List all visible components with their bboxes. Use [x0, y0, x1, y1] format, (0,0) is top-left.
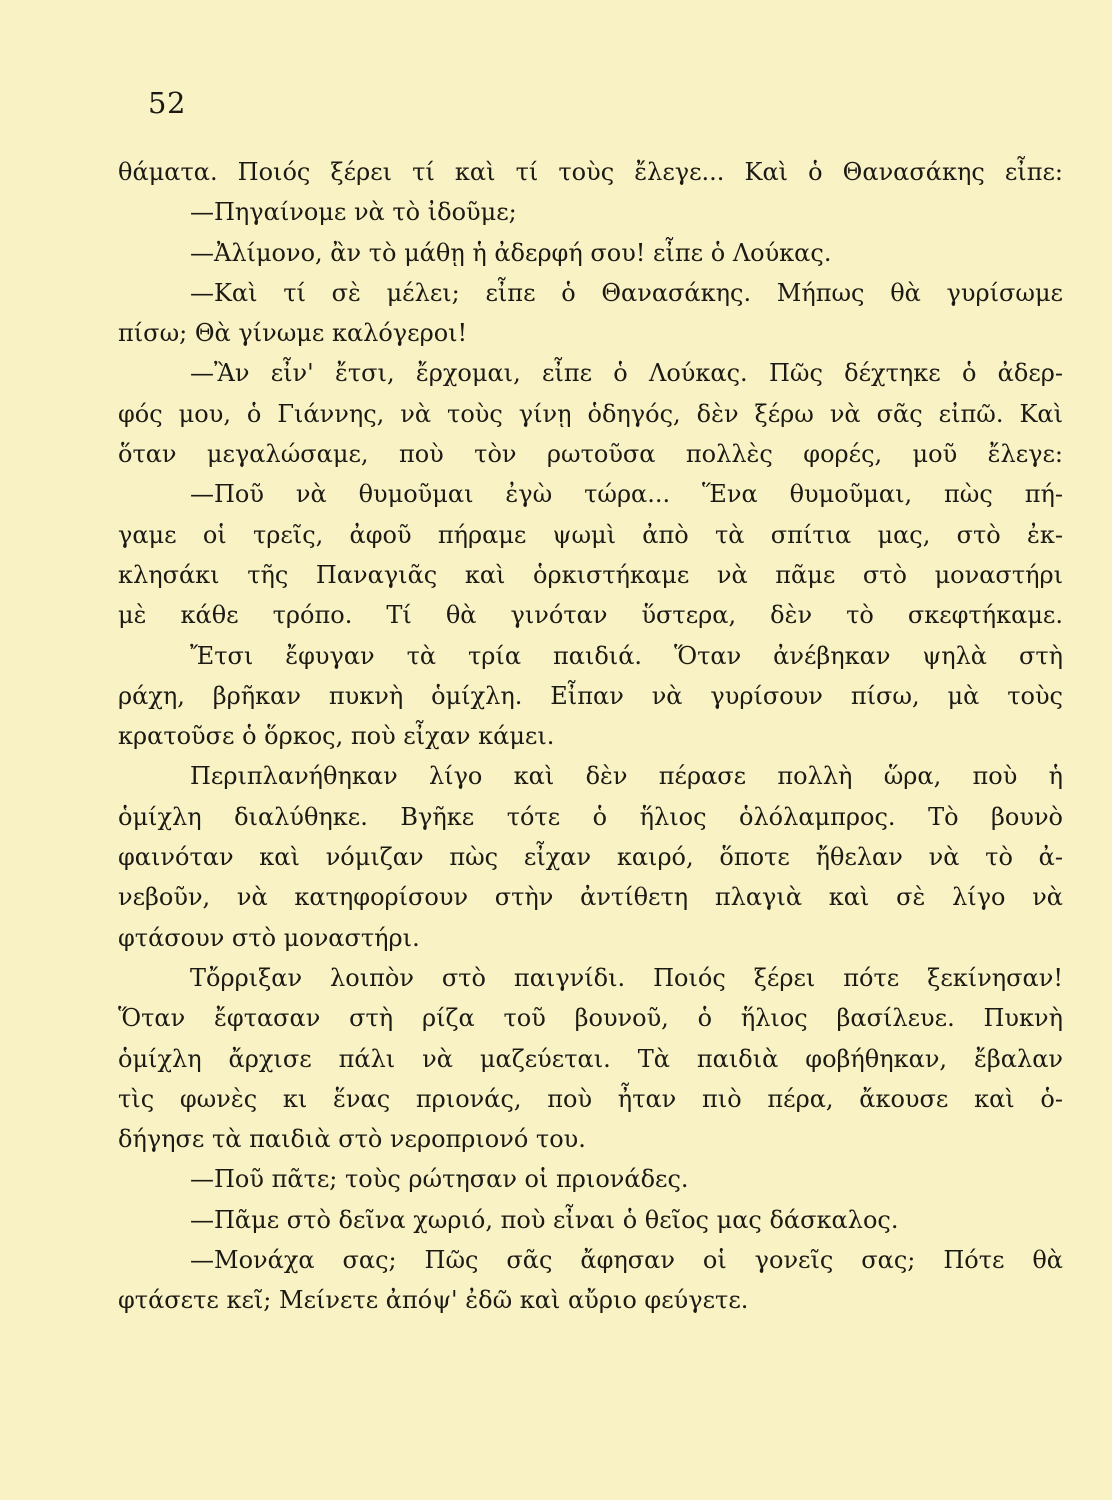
text-line: τὶς φωνὲς κι ἕνας πριονάς, ποὺ ἦταν πιὸ πέρα, ἄκουσε καὶ ὁ-	[118, 1084, 1063, 1113]
text-line: —Ποῦ νὰ θυμοῦμαι ἐγὼ τώρα... Ἕνα θυμοῦμαι, πὼς πή-	[190, 480, 1063, 509]
text-line: φαινόταν καὶ νόμιζαν πὼς εἶχαν καιρό, ὅποτε ἤθελαν νὰ τὸ ἀ-	[118, 843, 1063, 872]
body-text	[118, 152, 1063, 1321]
text-line: ὁμίχλη διαλύθηκε. Βγῆκε τότε ὁ ἥλιος ὁλόλαμπρος. Τὸ βουνὸ	[118, 802, 1063, 831]
text-line: νεβοῦν, νὰ κατηφορίσουν στὴν ἀντίθετη πλαγιὰ καὶ σὲ λίγο νὰ	[118, 883, 1063, 912]
text-line: —Μονάχα σας; Πῶς σᾶς ἄφησαν οἱ γονεῖς σας; Πότε θὰ	[190, 1246, 1063, 1275]
text-line: ὅταν μεγαλώσαμε, ποὺ τὸν ρωτοῦσα πολλὲς φορές, μοῦ ἔλεγε:	[118, 440, 1063, 469]
text-line: —Πᾶμε στὸ δεῖνα χωριό, ποὺ εἶναι ὁ θεῖος μας δάσκαλος.	[190, 1205, 899, 1234]
text-line: ὁμίχλη ἄρχισε πάλι νὰ μαζεύεται. Τὰ παιδιὰ φοβήθηκαν, ἔβαλαν	[118, 1044, 1063, 1073]
text-line: —Πηγαίνομε νὰ τὸ ἰδοῦμε;	[190, 198, 517, 227]
page-number: 52	[148, 86, 186, 120]
text-line: δήγησε τὰ παιδιὰ στὸ νεροπριονό του.	[118, 1125, 586, 1154]
text-line: μὲ κάθε τρόπο. Τί θὰ γινόταν ὕστερα, δὲν τὸ σκεφτήκαμε.	[118, 601, 1063, 630]
text-line: Ὅταν ἔφτασαν στὴ ρίζα τοῦ βουνοῦ, ὁ ἥλιος βασίλευε. Πυκνὴ	[118, 1004, 1063, 1033]
text-line: θάματα. Ποιός ξέρει τί καὶ τί τοὺς ἔλεγε... Καὶ ὁ Θανασάκης εἶπε:	[118, 158, 1063, 186]
text-line: κρατοῦσε ὁ ὅρκος, ποὺ εἶχαν κάμει.	[118, 722, 555, 751]
text-line: Τὄρριξαν λοιπὸν στὸ παιγνίδι. Ποιός ξέρει πότε ξεκίνησαν!	[190, 963, 1063, 992]
text-line: κλησάκι τῆς Παναγιᾶς καὶ ὁρκιστήκαμε νὰ πᾶμε στὸ μοναστήρι	[118, 560, 1063, 589]
text-line: —Καὶ τί σὲ μέλει; εἶπε ὁ Θανασάκης. Μήπως θὰ γυρίσωμε	[190, 278, 1063, 307]
text-line: —Ἂν εἶν' ἔτσι, ἔρχομαι, εἶπε ὁ Λούκας. Πῶς δέχτηκε ὁ ἀδερ-	[190, 359, 1063, 388]
text-line: φτάσετε κεῖ; Μείνετε ἀπόψ' ἐδῶ καὶ αὔριο φεύγετε.	[118, 1286, 749, 1315]
text-line: —Ποῦ πᾶτε; τοὺς ρώτησαν οἱ πριονάδες.	[190, 1165, 689, 1194]
text-line: γαμε οἱ τρεῖς, ἀφοῦ πήραμε ψωμὶ ἀπὸ τὰ σπίτια μας, στὸ ἐκ-	[118, 520, 1063, 549]
text-line: ράχη, βρῆκαν πυκνὴ ὁμίχλη. Εἶπαν νὰ γυρίσουν πίσω, μὰ τοὺς	[118, 681, 1063, 710]
text-line: φός μου, ὁ Γιάννης, νὰ τοὺς γίνῃ ὁδηγός, δὲν ξέρω νὰ σᾶς εἰπῶ. Καὶ	[118, 399, 1063, 428]
text-line: —Ἀλίμονο, ἂν τὸ μάθῃ ἡ ἀδερφή σου! εἶπε ὁ Λούκας.	[190, 238, 832, 267]
text-line: φτάσουν στὸ μοναστήρι.	[118, 923, 420, 952]
text-line: πίσω; Θὰ γίνωμε καλόγεροι!	[118, 319, 468, 348]
text-line: Ἔτσι ἔφυγαν τὰ τρία παιδιά. Ὅταν ἀνέβηκαν ψηλὰ στὴ	[190, 641, 1063, 670]
text-line: Περιπλανήθηκαν λίγο καὶ δὲν πέρασε πολλὴ ὥρα, ποὺ ἡ	[190, 762, 1063, 791]
